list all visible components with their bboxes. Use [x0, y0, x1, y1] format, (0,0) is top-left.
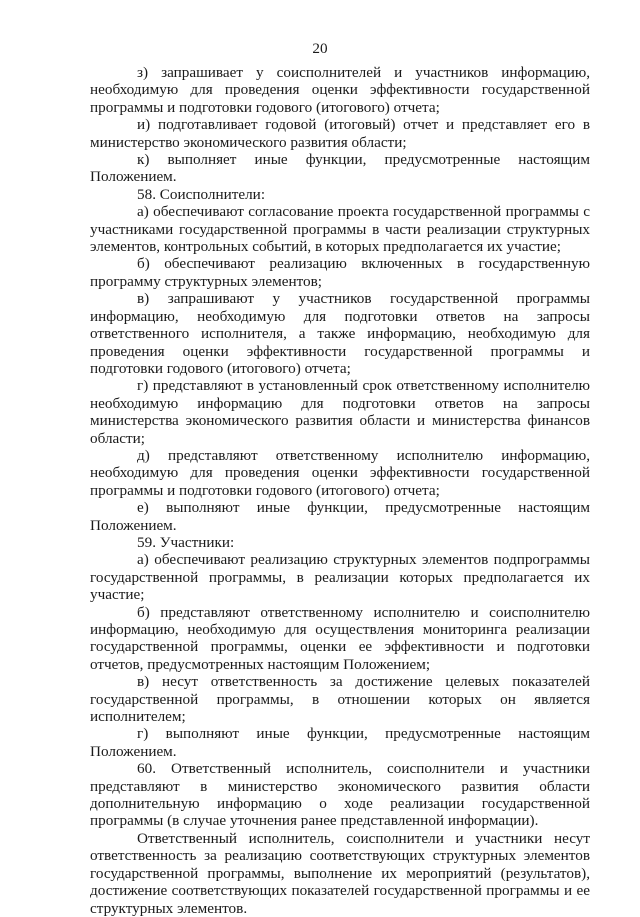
- section-heading-58: 58. Соисполнители:: [137, 185, 266, 203]
- paragraph-59-a: а) обеспечивают реализацию структурных элементов подпрограммы государственной программы, в реализации которых предполагается их участие;: [90, 551, 590, 604]
- paragraph-60: 60. Ответственный исполнитель, соисполнители и участники представляют в министерство экономического развития области дополнительную информацию о ходе реализации государственной программы (в случае уточнения ранее представленной информации).: [90, 760, 590, 830]
- paragraph-59-v: в) несут ответственность за достижение целевых показателей государственной программы, в отношении которых он является исполнителем;: [90, 673, 590, 726]
- paragraph-item-i: и) подготавливает годовой (итоговый) отчет и представляет его в министерство экономического развития области;: [90, 116, 590, 151]
- paragraph-58-d: д) представляют ответственному исполнителю информацию, необходимую для проведения оценки эффективности государственной программы и подготовки годового (итогового) отчета;: [90, 446, 590, 499]
- paragraph-58-a: а) обеспечивают согласование проекта государственной программы с участниками государственной программы в части реализации структурных элементов, контрольных событий, в которых предполагается их участие;: [90, 203, 590, 256]
- paragraph-58-g: г) представляют в установленный срок ответственному исполнителю необходимую информацию для подготовки ответов на запросы министерства экономического развития области и министерства финансов области;: [90, 377, 590, 447]
- paragraph-58-b: б) обеспечивают реализацию включенных в государственную программу структурных элементов;: [90, 255, 590, 290]
- document-body: [90, 64, 590, 917]
- page-number: 20: [312, 40, 328, 57]
- paragraph-60-responsibility: Ответственный исполнитель, соисполнители и участники несут ответственность за реализацию соответствующих структурных элементов государственной программы, выполнение их мероприятий (результатов), достижение соответствующих показателей государственной программы и ее структурных элементов.: [90, 829, 590, 917]
- paragraph-item-z: з) запрашивает у соисполнителей и участников информацию, необходимую для проведения оценки эффективности государственной программы и подготовки годового (итогового) отчета;: [90, 64, 590, 116]
- paragraph-item-k: к) выполняет иные функции, предусмотренные настоящим Положением.: [90, 151, 590, 186]
- paragraph-58-e: е) выполняют иные функции, предусмотренные настоящим Положением.: [90, 499, 590, 534]
- paragraph-59-g: г) выполняют иные функции, предусмотренные настоящим Положением.: [90, 725, 590, 760]
- paragraph-58-v: в) запрашивают у участников государственной программы информацию, необходимую для подготовки ответов на запросы ответственного исполнителя, а также информацию, необходимую для проведения оценки эффективности государственной программы и подготовки годового (итогового) отчета;: [90, 290, 590, 377]
- section-heading-59: 59. Участники:: [137, 533, 235, 551]
- paragraph-59-b: б) представляют ответственному исполнителю и соисполнителю информацию, необходимую для осуществления мониторинга реализации государственной программы, оценки ее эффективности и подготовки отчетов, предусмотренных настоящим Положением;: [90, 603, 590, 673]
